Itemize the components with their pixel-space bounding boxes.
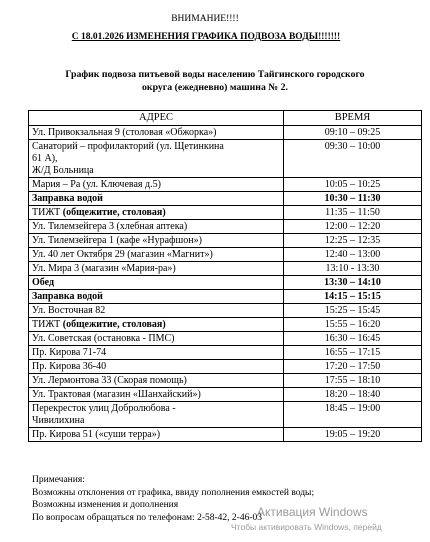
table-row [29, 192, 422, 206]
windows-activation-watermark: Активация Windows [257, 505, 368, 519]
column-header-time: ВРЕМЯ [284, 111, 422, 126]
table-row [29, 402, 422, 428]
change-notice: С 18.01.2026 ИЗМЕНЕНИЯ ГРАФИКА ПОДВОЗА ВОДЫ!!!!!!! [71, 32, 341, 42]
table-row [29, 346, 422, 360]
address-cell [29, 126, 284, 140]
notes-line-3: По вопросам обращаться по телефонам: 2-58-42, 2-46-03 [32, 512, 262, 523]
time-cell: 18:20 – 18:40 [284, 388, 422, 402]
time-cell: 16:30 – 16:45 [284, 332, 422, 346]
schedule-table-body [29, 126, 422, 442]
table-row [29, 248, 422, 262]
address-cell [29, 332, 284, 346]
address-cell [29, 248, 284, 262]
table-row [29, 140, 422, 178]
address-cell [29, 178, 284, 192]
time-cell: 13:10 - 13:30 [284, 262, 422, 276]
address-line: Чивилихина [32, 415, 85, 426]
time-cell: 19:05 – 19:20 [284, 428, 422, 442]
address-line: Ул. Тилемзейгера 3 (хлебная аптека) [32, 221, 188, 232]
time-cell: 09:10 – 09:25 [284, 126, 422, 140]
address-cell [29, 140, 284, 178]
address-prefix: ТИЖТ [32, 207, 63, 218]
attention-heading: ВНИМАНИЕ!!!! [171, 14, 239, 24]
address-line: Пр. Кирова 36-40 [32, 361, 107, 372]
table-row [29, 234, 422, 248]
table-row [29, 374, 422, 388]
address-line: Ул. Восточная 82 [32, 305, 106, 316]
table-row [29, 206, 422, 220]
address-line: Заправка водой [32, 193, 103, 204]
time-cell: 12:40 – 13:00 [284, 248, 422, 262]
address-line: Ул. 40 лет Октября 29 (магазин «Магнит») [32, 249, 213, 260]
address-cell [29, 428, 284, 442]
address-bold-part: (общежитие, столовая) [62, 319, 166, 330]
schedule-title-line1: График подвоза питьевой воды населению Тайгинского городского [65, 69, 365, 80]
address-line: Ул. Трактовая (магазин «Шанхайский») [32, 389, 201, 400]
time-cell: 16:55 – 17:15 [284, 346, 422, 360]
address-prefix: ТИЖТ [32, 319, 63, 330]
schedule-table [28, 110, 422, 442]
time-cell: 09:30 – 10:00 [284, 140, 422, 178]
time-cell: 14:15 – 15:15 [284, 290, 422, 304]
table-row [29, 360, 422, 374]
address-line: Обед [32, 277, 55, 288]
address-cell [29, 220, 284, 234]
notes-line-1: Возможны отклонения от графика, ввиду пополнения емкостей воды; [32, 487, 315, 498]
address-line: Ул. Тилемзейгера 1 (кафе «Нурафшон») [32, 235, 202, 246]
address-cell [29, 262, 284, 276]
table-row [29, 318, 422, 332]
address-cell [29, 206, 284, 220]
address-line: Ул. Привокзальная 9 (столовая «Обжорка») [32, 127, 217, 138]
address-line: Мария – Ра (ул. Ключевая д.5) [32, 179, 161, 190]
time-cell: 17:55 – 18:10 [284, 374, 422, 388]
address-cell [29, 234, 284, 248]
address-line: Ж/Д Больница [32, 165, 94, 176]
address-cell [29, 304, 284, 318]
schedule-title [20, 68, 410, 94]
address-line: 61 А), [32, 153, 58, 164]
address-line: Пр. Кирова 51 («суши терра») [32, 429, 161, 440]
time-cell: 10:05 – 10:25 [284, 178, 422, 192]
address-cell [29, 290, 284, 304]
table-row [29, 262, 422, 276]
table-row [29, 290, 422, 304]
table-row [29, 388, 422, 402]
time-cell: 13:30 – 14:10 [284, 276, 422, 290]
time-cell: 17:20 – 17:50 [284, 360, 422, 374]
time-cell: 18:45 – 19:00 [284, 402, 422, 428]
address-line: Ул. Лермонтова 33 (Скорая помощь) [32, 375, 187, 386]
address-line: Санаторий – профилакторий (ул. Щетинкина [32, 141, 224, 152]
address-cell [29, 402, 284, 428]
address-line: Пр. Кирова 71-74 [32, 347, 107, 358]
address-cell [29, 276, 284, 290]
address-line: Ул. Мира 3 (магазин «Мария-ра») [32, 263, 176, 274]
table-row [29, 178, 422, 192]
table-row [29, 276, 422, 290]
schedule-title-line2: округа (ежедневно) машина № 2. [142, 82, 288, 93]
address-line: Ул. Советская (остановка - ПМС) [32, 333, 175, 344]
table-row [29, 428, 422, 442]
address-bold-part: (общежитие, столовая) [62, 207, 166, 218]
time-cell: 15:25 – 15:45 [284, 304, 422, 318]
notes-line-2: Возможны изменения и дополнения [32, 500, 179, 510]
table-row [29, 304, 422, 318]
table-row [29, 220, 422, 234]
time-cell: 12:00 – 12:20 [284, 220, 422, 234]
time-cell: 11:35 – 11:50 [284, 206, 422, 220]
table-header-row [29, 111, 422, 126]
table-row [29, 332, 422, 346]
address-cell [29, 374, 284, 388]
time-cell: 10:30 – 11:30 [284, 192, 422, 206]
column-header-address: АДРЕС [29, 111, 284, 126]
address-cell [29, 360, 284, 374]
address-line: Перекресток улиц Добролюбова - [32, 403, 176, 414]
address-cell [29, 388, 284, 402]
time-cell: 15:55 – 16:20 [284, 318, 422, 332]
windows-activation-hint: Чтобы активировать Windows, перейд [231, 522, 382, 532]
address-cell [29, 346, 284, 360]
address-line: Заправка водой [32, 291, 103, 302]
notes-label: Примечания: [32, 475, 85, 485]
time-cell: 12:25 – 12:35 [284, 234, 422, 248]
address-cell [29, 318, 284, 332]
table-row [29, 126, 422, 140]
address-cell [29, 192, 284, 206]
